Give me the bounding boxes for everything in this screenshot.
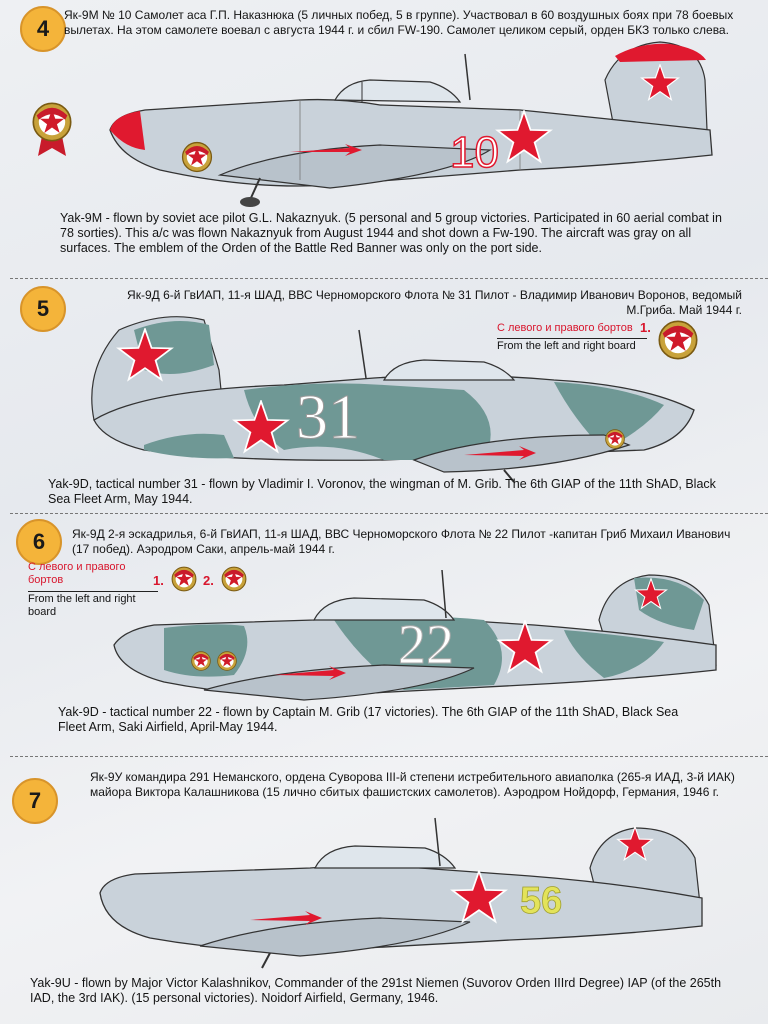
guards-emblem-icon bbox=[656, 318, 700, 368]
section-number-badge: 4 bbox=[20, 6, 66, 52]
emblem-marker-1: 1. bbox=[153, 573, 164, 588]
english-caption: Yak-9D, tactical number 31 - flown by Vladimir I. Voronov, the wingman of M. Grib. The 6th GIAP of the 11th ShAD, Black Sea Fleet Arm, May 1944. bbox=[48, 477, 716, 506]
board-note-en: From the left and right board bbox=[28, 591, 158, 619]
russian-caption: Як-9Д 2-я эскадрилья, 6-й ГвИАП, 11-я ШАД, ВВС Черноморского Флота № 22 Пилот -капитан Гриб Михаил Иванович (17 побед). Аэродром Саки, апрель-май 1944 г. bbox=[72, 527, 731, 556]
emblem-marker-1: 1. bbox=[640, 320, 651, 335]
russian-caption: Як-9У командира 291 Неманского, ордена Суворова III-й степени истребительного авиаполка (265-я ИАД, 3-й ИАК) майора Виктора Калашникова (15 лично сбитых фашистских самолетов). Аэродром Нойдорф, Германия, 1946 г. bbox=[90, 770, 735, 799]
profile-section-6 bbox=[0, 515, 768, 755]
section-number-badge: 6 bbox=[16, 519, 62, 565]
aircraft-profile-yak-9m bbox=[100, 40, 720, 210]
tail-number-22: 22 bbox=[398, 614, 454, 676]
divider bbox=[10, 513, 768, 514]
board-note-ru: С левого и правого бортов bbox=[28, 561, 126, 586]
russian-caption: Як-9Д 6-й ГвИАП, 11-я ШАД, ВВС Черноморского Флота № 31 Пилот - Владимир Иванович Воронов, ведомый М.Гриба. Май 1944 г. bbox=[127, 288, 742, 317]
board-note bbox=[497, 322, 647, 353]
tail-number-31: 31 bbox=[296, 381, 360, 452]
tail-number-10: 10 bbox=[450, 128, 499, 177]
aircraft-profile-yak-9u bbox=[90, 818, 720, 968]
emblem-marker-2: 2. bbox=[203, 573, 214, 588]
order-emblem-icon bbox=[30, 98, 74, 156]
section-number-badge: 7 bbox=[12, 778, 58, 824]
english-caption: Yak-9M - flown by soviet ace pilot G.L. Nakaznyuk. (5 personal and 5 group victories. Participated in 60 aerial combat in 78 sorties). This a/c was flown Nakaznyuk from August 1944 and shot down a Fw-190. The aircraft was gray on all surfaces. The emblem of the Orden of the Battle Red Banner was only on the port side. bbox=[60, 211, 722, 255]
divider bbox=[10, 278, 768, 279]
divider bbox=[10, 756, 768, 757]
profile-section-4 bbox=[0, 0, 768, 278]
english-caption: Yak-9D - tactical number 22 - flown by Captain M. Grib (17 victories). The 6th GIAP of the 11th ShAD, Black Sea Fleet Arm, Saki Airfield, April-May 1944. bbox=[58, 705, 679, 734]
board-note-en: From the left and right board bbox=[497, 338, 647, 353]
profile-section-7 bbox=[0, 758, 768, 1024]
tail-number-56: 56 bbox=[520, 880, 563, 922]
russian-caption: Як-9М № 10 Самолет аса Г.П. Наказнюка (5 личных побед, 5 в группе). Участвовал в 60 воздушных боях при 78 боевых вылетах. На этом самолете воевал с августа 1944 г. и сбил FW-190. Самолет целиком серый, орден БКЗ только слева. bbox=[64, 8, 734, 37]
profile-section-5 bbox=[0, 280, 768, 512]
english-caption: Yak-9U - flown by Major Victor Kalashnikov, Commander of the 291st Niemen (Suvorov Orden IIIrd Degree) IAP (of the 265th IAD, the 3rd IAK). (15 personal victories). Noidorf Airfield, Germany, 1946. bbox=[30, 976, 722, 1005]
section-number-badge: 5 bbox=[20, 286, 66, 332]
board-note-ru: С левого и правого бортов bbox=[497, 322, 633, 334]
